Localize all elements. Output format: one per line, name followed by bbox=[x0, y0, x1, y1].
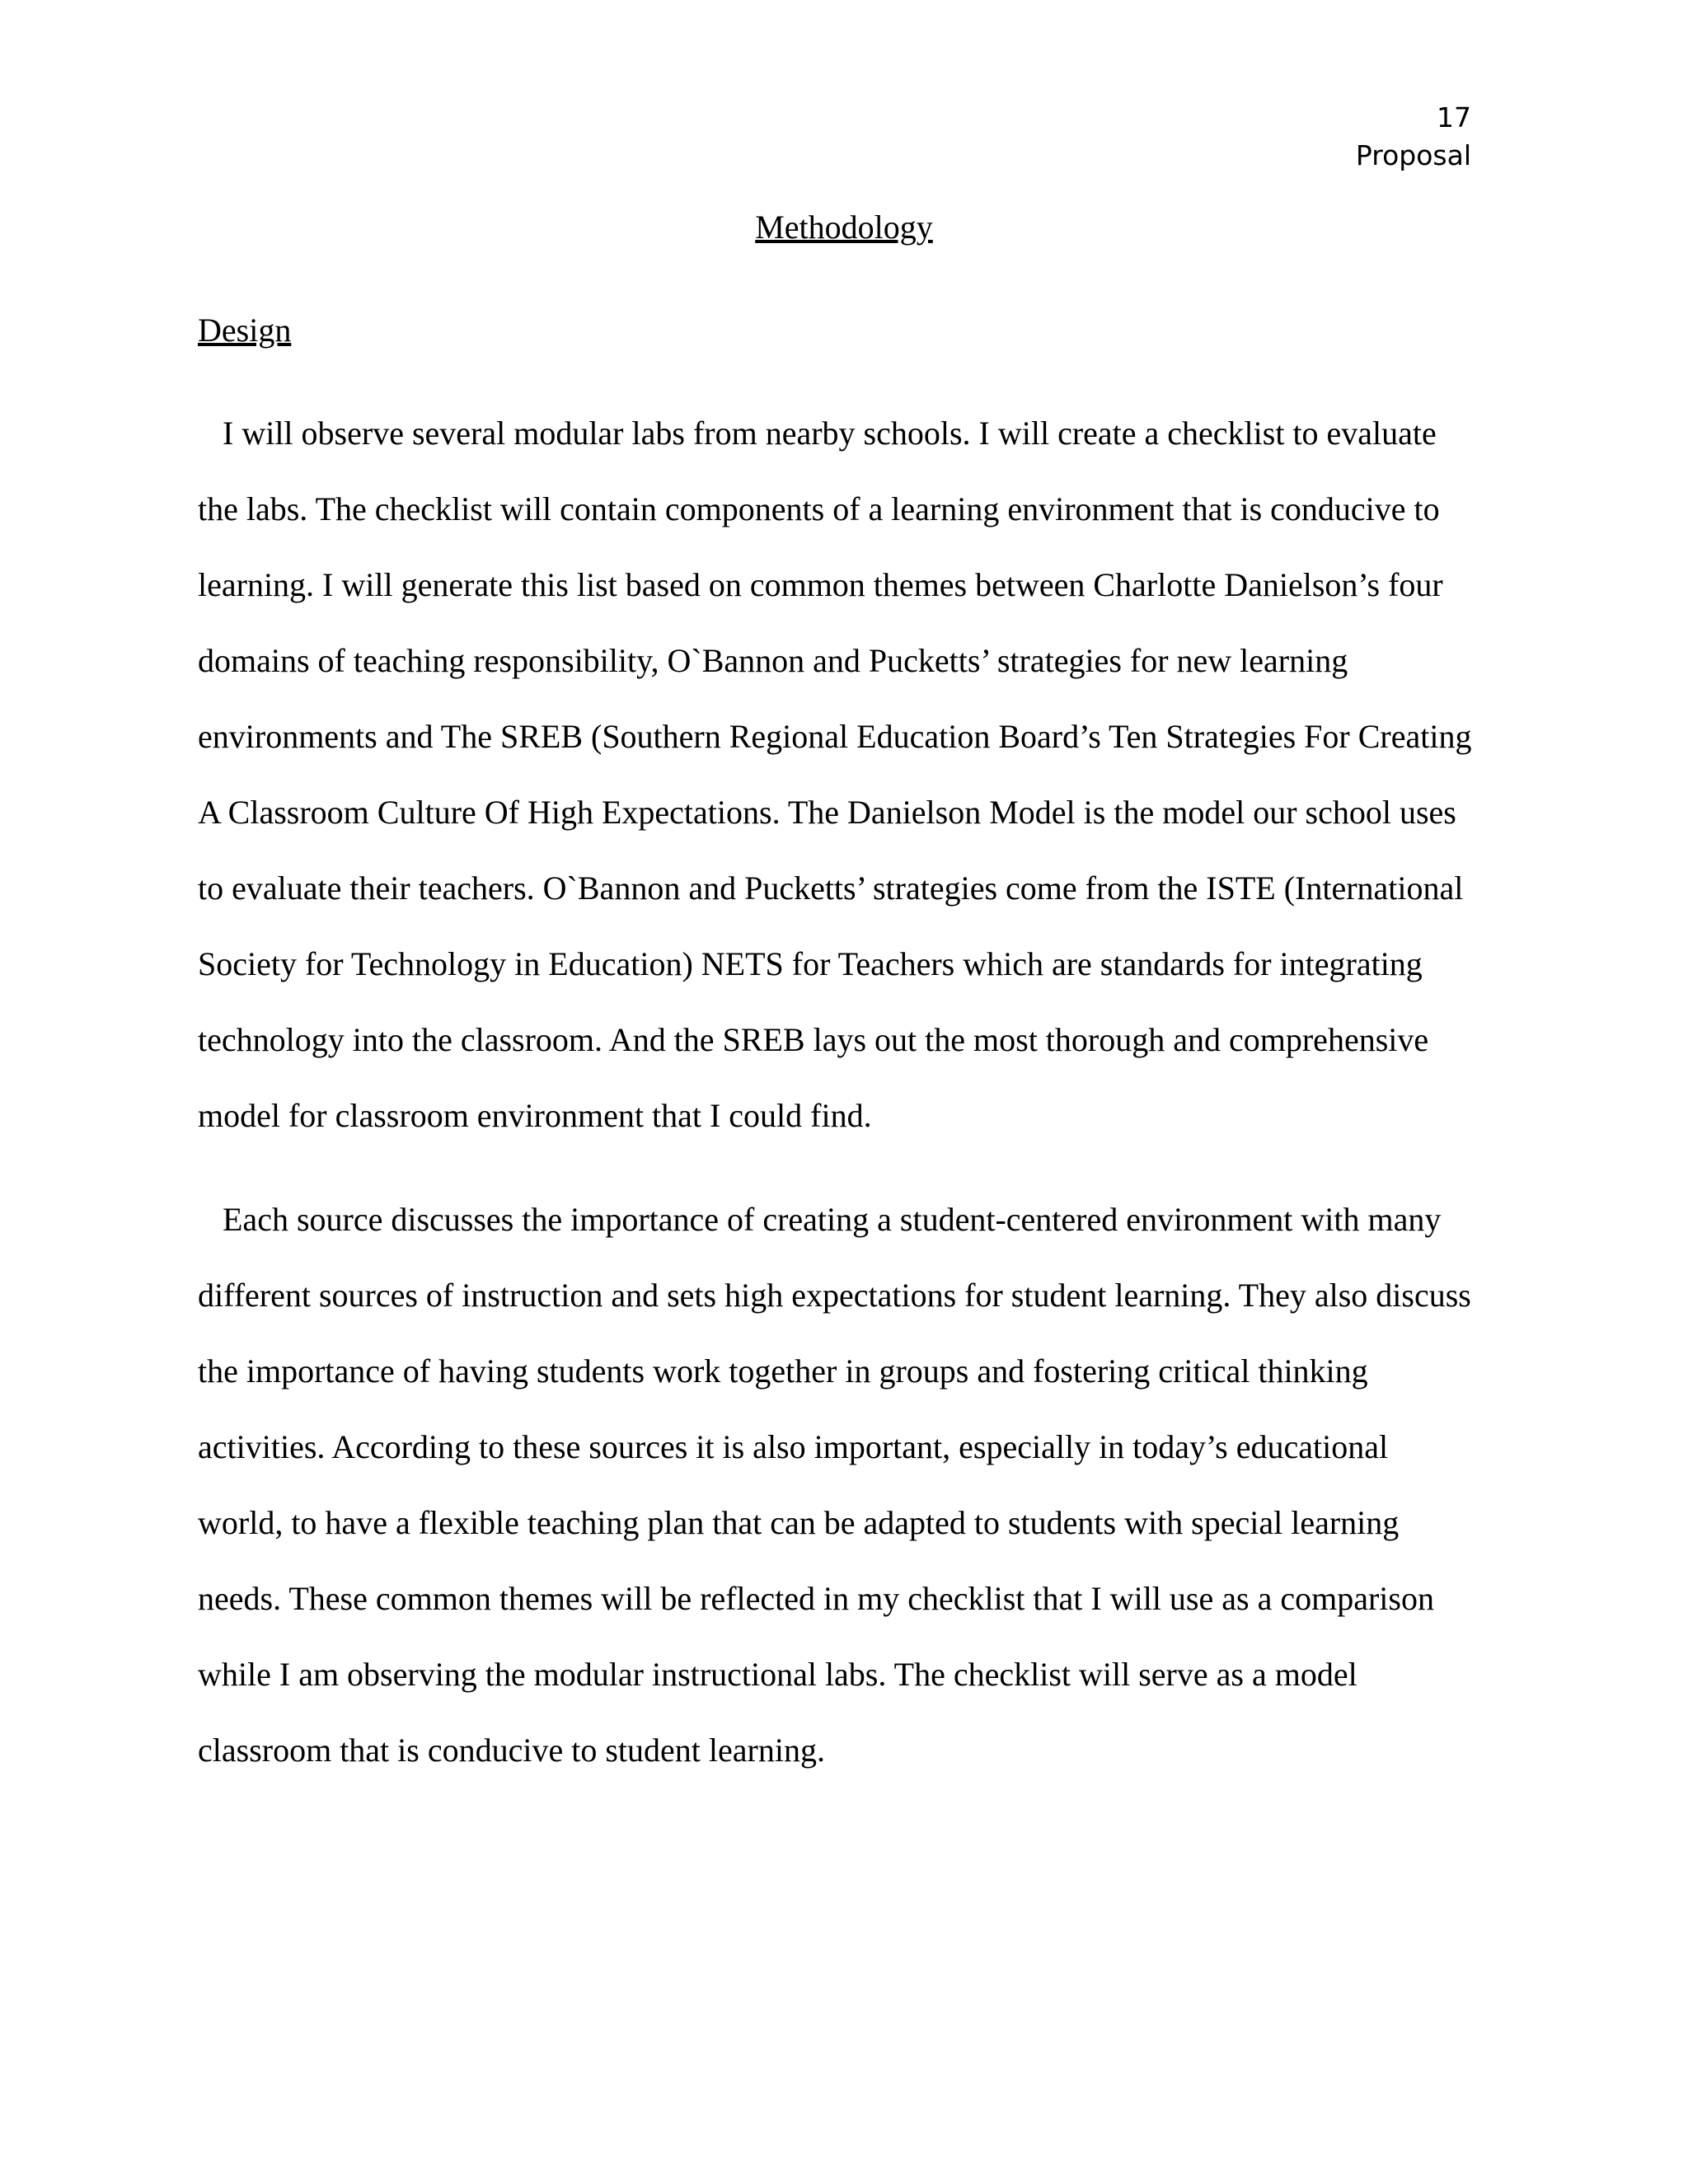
paragraph-line: environments and The SREB (Southern Regional Education Board’s Ten Strategies For Creating bbox=[198, 718, 1472, 755]
paragraph-line: Each source discusses the importance of creating a student-centered environment with many bbox=[223, 1201, 1442, 1238]
paragraph-line: Society for Technology in Education) NETS for Teachers which are standards for integrating bbox=[198, 945, 1423, 982]
paragraph-line: classroom that is conducive to student learning. bbox=[198, 1732, 825, 1769]
paragraph-line: activities. According to these sources it is also important, especially in today’s educational bbox=[198, 1428, 1389, 1465]
running-head: Proposal bbox=[1355, 139, 1471, 171]
paragraph-line: technology into the classroom. And the SREB lays out the most thorough and comprehensive bbox=[198, 1021, 1429, 1058]
paragraph-line: A Classroom Culture Of High Expectations. The Danielson Model is the model our school uses bbox=[198, 794, 1456, 831]
paragraph-1 bbox=[198, 396, 1533, 1154]
paragraph-2 bbox=[198, 1182, 1533, 1788]
paragraph-line: I will observe several modular labs from nearby schools. I will create a checklist to evaluate bbox=[223, 415, 1437, 452]
paragraph-line: to evaluate their teachers. O`Bannon and Pucketts’ strategies come from the ISTE (International bbox=[198, 869, 1464, 907]
paragraph-line: world, to have a flexible teaching plan that can be adapted to students with special learning bbox=[198, 1504, 1400, 1541]
page-title: Methodology bbox=[755, 209, 933, 246]
paragraph-line: learning. I will generate this list based on common themes between Charlotte Danielson’s four bbox=[198, 566, 1443, 603]
paragraph-line: while I am observing the modular instructional labs. The checklist will serve as a model bbox=[198, 1656, 1357, 1693]
paragraph-line: needs. These common themes will be reflected in my checklist that I will use as a comparison bbox=[198, 1580, 1434, 1617]
paragraph-line: the importance of having students work together in groups and fostering critical thinking bbox=[198, 1352, 1368, 1390]
paragraph-line: domains of teaching responsibility, O`Bannon and Pucketts’ strategies for new learning bbox=[198, 642, 1348, 679]
paragraph-line: different sources of instruction and sets high expectations for student learning. They also discuss bbox=[198, 1277, 1471, 1314]
page-header bbox=[1356, 99, 1471, 175]
paragraph-line: the labs. The checklist will contain components of a learning environment that is conducive to bbox=[198, 490, 1440, 527]
section-heading-design: Design bbox=[198, 312, 292, 349]
paragraph-line: model for classroom environment that I could find. bbox=[198, 1097, 872, 1134]
page-number: 17 bbox=[1437, 101, 1471, 134]
